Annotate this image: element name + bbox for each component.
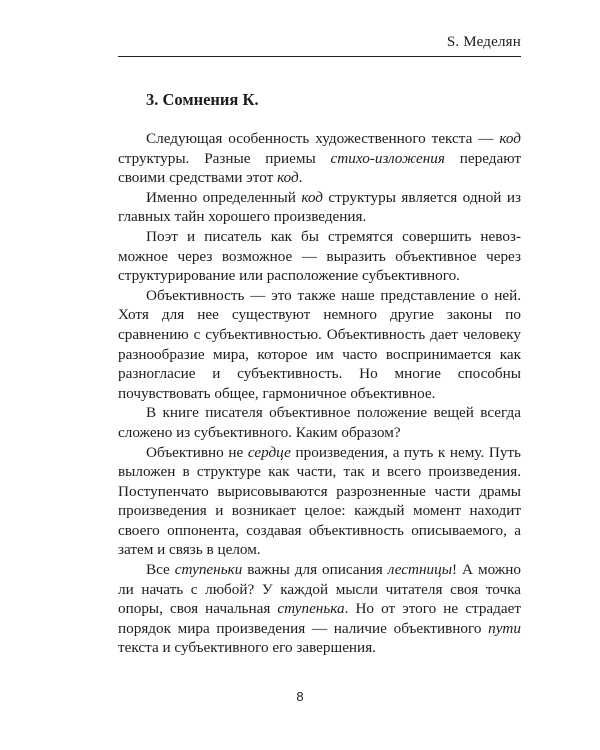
section-title: 3. Сомнения К. [146,90,259,109]
italic-term: лестницы [387,561,453,579]
text-run: Именно определенный [146,188,302,206]
paragraph [118,403,521,442]
text-run: . Но от этого не страдает порядок мира произведения — наличие объективного [118,600,522,637]
text-run: структуры является одной из главных тайн хорошего произведения. [118,188,521,226]
text-run: ! А можно ли начать с любой? У каждой мысли читателя своя точка опоры, своя начальная [118,561,521,618]
body-text [118,129,521,658]
text-run: важны для описания [242,561,388,579]
header-rule [118,56,521,57]
paragraph [118,560,521,658]
italic-term: код [277,169,299,187]
italic-term: стихо-изложения [330,149,445,167]
text-run: Все [146,561,175,579]
text-run: структуры. Разные приемы [118,149,331,167]
paragraph [118,188,521,227]
text-run: В книге писателя объективное положение вещей всегда сложено из субъективного. Каким образом? [118,404,521,441]
text-run: Поэт и писатель как бы стремятся совершить невозможное через возможное — выразить объективное через структурирование или расположение субъективного. [118,227,521,285]
text-run: произведения, а путь к нему. Путь выложен в структуре как части, так и всего произведения. Поступенчато вырисовываются разрозненные части драмы произведения и возникает целое: каждый момент находит своего оппонента, создавая объективность описываемого, а затем и связь в целом. [118,443,521,559]
italic-term: ступенька [277,600,345,618]
italic-term: код [301,188,323,206]
text-run: Объективность — это также наше представление о ней. Хотя для нее существуют немного другие законы по сравнению с субъективностью. Объективность дает человеку разнообразие мира, которое им часто воспринимается как разногласие и субъективность. Но многие способны почувствовать общее, гармоничное объективное. [118,286,521,402]
paragraph [118,443,521,561]
italic-term: пути [488,619,521,637]
text-run: Следующая особенность художественного текста — [146,130,500,147]
text-run: Объективно не [146,443,248,461]
page-number: 8 [296,689,304,704]
paragraph [118,286,521,404]
italic-term: сердце [247,443,291,461]
running-head: S. Меделян [446,34,521,50]
italic-term: код [499,130,521,147]
text-run: текста и субъективного его завершения. [118,639,376,657]
italic-term: ступеньки [174,561,243,579]
text-run: . [298,169,303,187]
paragraph [118,227,521,286]
text-run: передают своими средствами этот [118,149,521,187]
paragraph [118,129,521,188]
